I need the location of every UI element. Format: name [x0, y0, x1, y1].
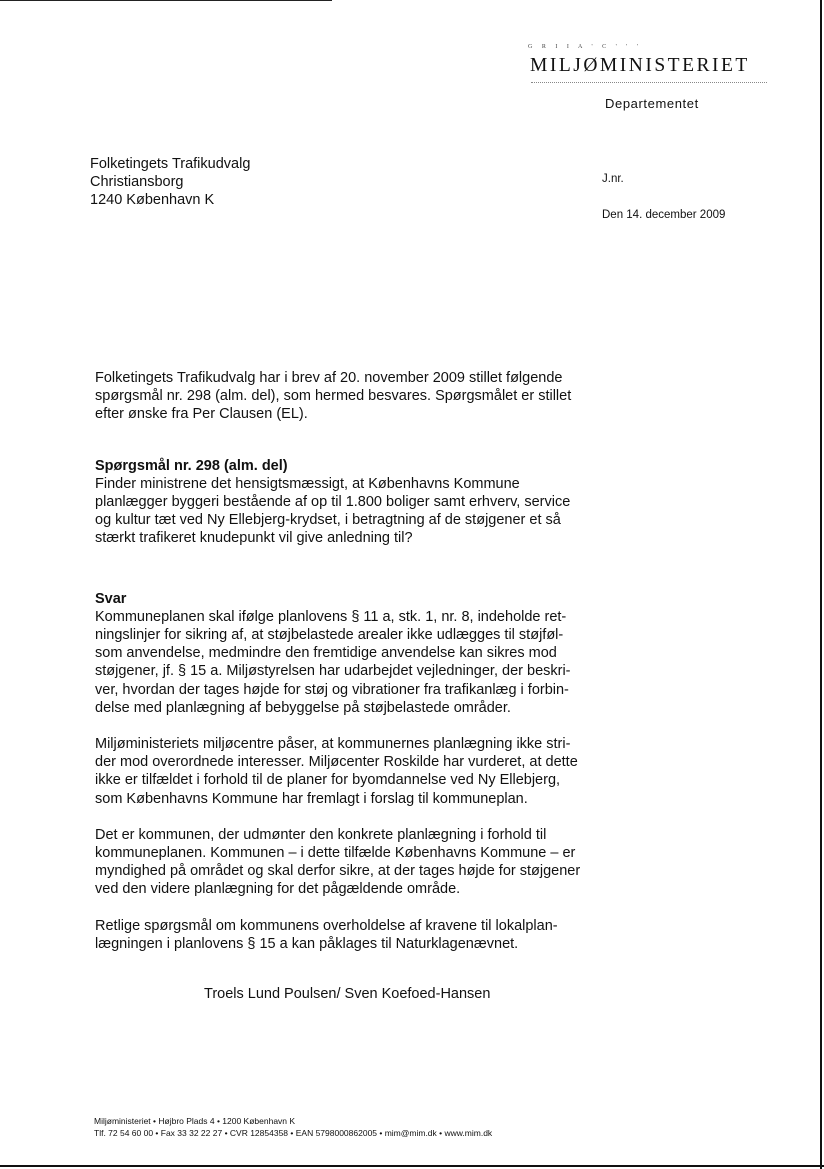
question-heading: Spørgsmål nr. 298 (alm. del) — [95, 457, 288, 474]
answer-line: der mod overordnede interesser. Miljøcenter Roskilde har vurderet, at dette — [95, 754, 578, 771]
answer-line: som Københavns Kommune har fremlagt i forslag til kommuneplan. — [95, 790, 528, 807]
answer-line: myndighed på området og skal derfor sikre, at der tages højde for støjgener — [95, 863, 581, 880]
answer-paragraph-3 — [95, 826, 615, 899]
answer-line: ved den videre planlægning for det pågældende område. — [95, 881, 461, 898]
letter-footer — [94, 1116, 492, 1139]
recipient-line-1: Folketingets Trafikudvalg — [90, 156, 251, 172]
recipient-line-3: 1240 København K — [90, 192, 215, 208]
recipient-address — [90, 155, 250, 209]
ministry-logo: MILJØMINISTERIET — [530, 55, 750, 76]
answer-line: lægningen i planlovens § 15 a kan påklages til Naturklagenævnet. — [95, 935, 519, 952]
department-label: Departementet — [605, 96, 699, 111]
intro-line: Folketingets Trafikudvalg har i brev af 20. november 2009 stillet følgende — [95, 370, 563, 386]
recipient-line-2: Christiansborg — [90, 174, 184, 190]
letter-body — [95, 369, 615, 953]
question-line: Finder ministrene det hensigtsmæssigt, at Københavns Kommune — [95, 475, 520, 492]
answer-line: Miljøministeriets miljøcentre påser, at kommunernes planlægning ikke stri- — [95, 736, 571, 753]
footer-address: Miljøministeriet • Højbro Plads 4 • 1200 København K — [94, 1116, 296, 1126]
answer-paragraph-2 — [95, 735, 615, 808]
question-section — [95, 457, 615, 548]
answer-paragraph-4 — [95, 917, 615, 953]
answer-line: Kommuneplanen skal ifølge planlovens § 11 a, stk. 1, nr. 8, indeholde ret- — [95, 608, 567, 625]
answer-line: som anvendelse, medmindre den fremtidige anvendelse kan sikres mod — [95, 645, 557, 662]
right-edge-line — [820, 0, 822, 1169]
top-edge-line — [0, 0, 332, 1]
answer-line: delse med planlægning af bebyggelse på støjbelastede områder. — [95, 699, 511, 716]
letterhead-small-text: G R I I A ' C ' ' ' — [528, 44, 642, 50]
question-line: og kultur tæt ved Ny Ellebjerg-krydset, i betragtning af de støjgener et så — [95, 512, 561, 529]
answer-line: kommuneplanen. Kommunen – i dette tilfælde Københavns Kommune – er — [95, 845, 576, 862]
letter-date: Den 14. december 2009 — [602, 209, 726, 221]
signature-line: Troels Lund Poulsen/ Sven Koefoed-Hansen — [204, 986, 491, 1002]
logo-underline — [531, 82, 767, 83]
intro-paragraph — [95, 369, 615, 424]
intro-line: spørgsmål nr. 298 (alm. del), som hermed besvares. Spørgsmålet er stillet — [95, 388, 572, 405]
answer-line: ikke er tilfældet i forhold til de planer for byomdannelse ved Ny Ellebjerg, — [95, 772, 561, 789]
intro-line: efter ønske fra Per Clausen (EL). — [95, 406, 308, 423]
answer-heading: Svar — [95, 590, 127, 607]
answer-line: ningslinjer for sikring af, at støjbelastede arealer ikke udlægges til støjføl- — [95, 627, 564, 644]
answer-line: Retlige spørgsmål om kommunens overholdelse af kravene til lokalplan- — [95, 917, 558, 934]
answer-line: Det er kommunen, der udmønter den konkrete planlægning i forhold til — [95, 826, 547, 843]
question-line: stærkt trafikeret knudepunkt vil give anledning til? — [95, 530, 413, 547]
bottom-edge-line — [0, 1165, 824, 1167]
journal-number-label: J.nr. — [602, 173, 624, 185]
answer-line: ver, hvordan der tages højde for støj og vibrationer fra trafikanlæg i forbin- — [95, 681, 569, 698]
answer-line: støjgener, jf. § 15 a. Miljøstyrelsen har udarbejdet vejledninger, der beskri- — [95, 663, 571, 680]
answer-paragraph-1 — [95, 590, 615, 717]
question-line: planlægger byggeri bestående af op til 1.800 boliger samt erhverv, service — [95, 494, 571, 511]
footer-contact: Tlf. 72 54 60 00 • Fax 33 32 22 27 • CVR 12854358 • EAN 5798000862005 • mim@mim.dk • www.mim.dk — [94, 1127, 493, 1138]
